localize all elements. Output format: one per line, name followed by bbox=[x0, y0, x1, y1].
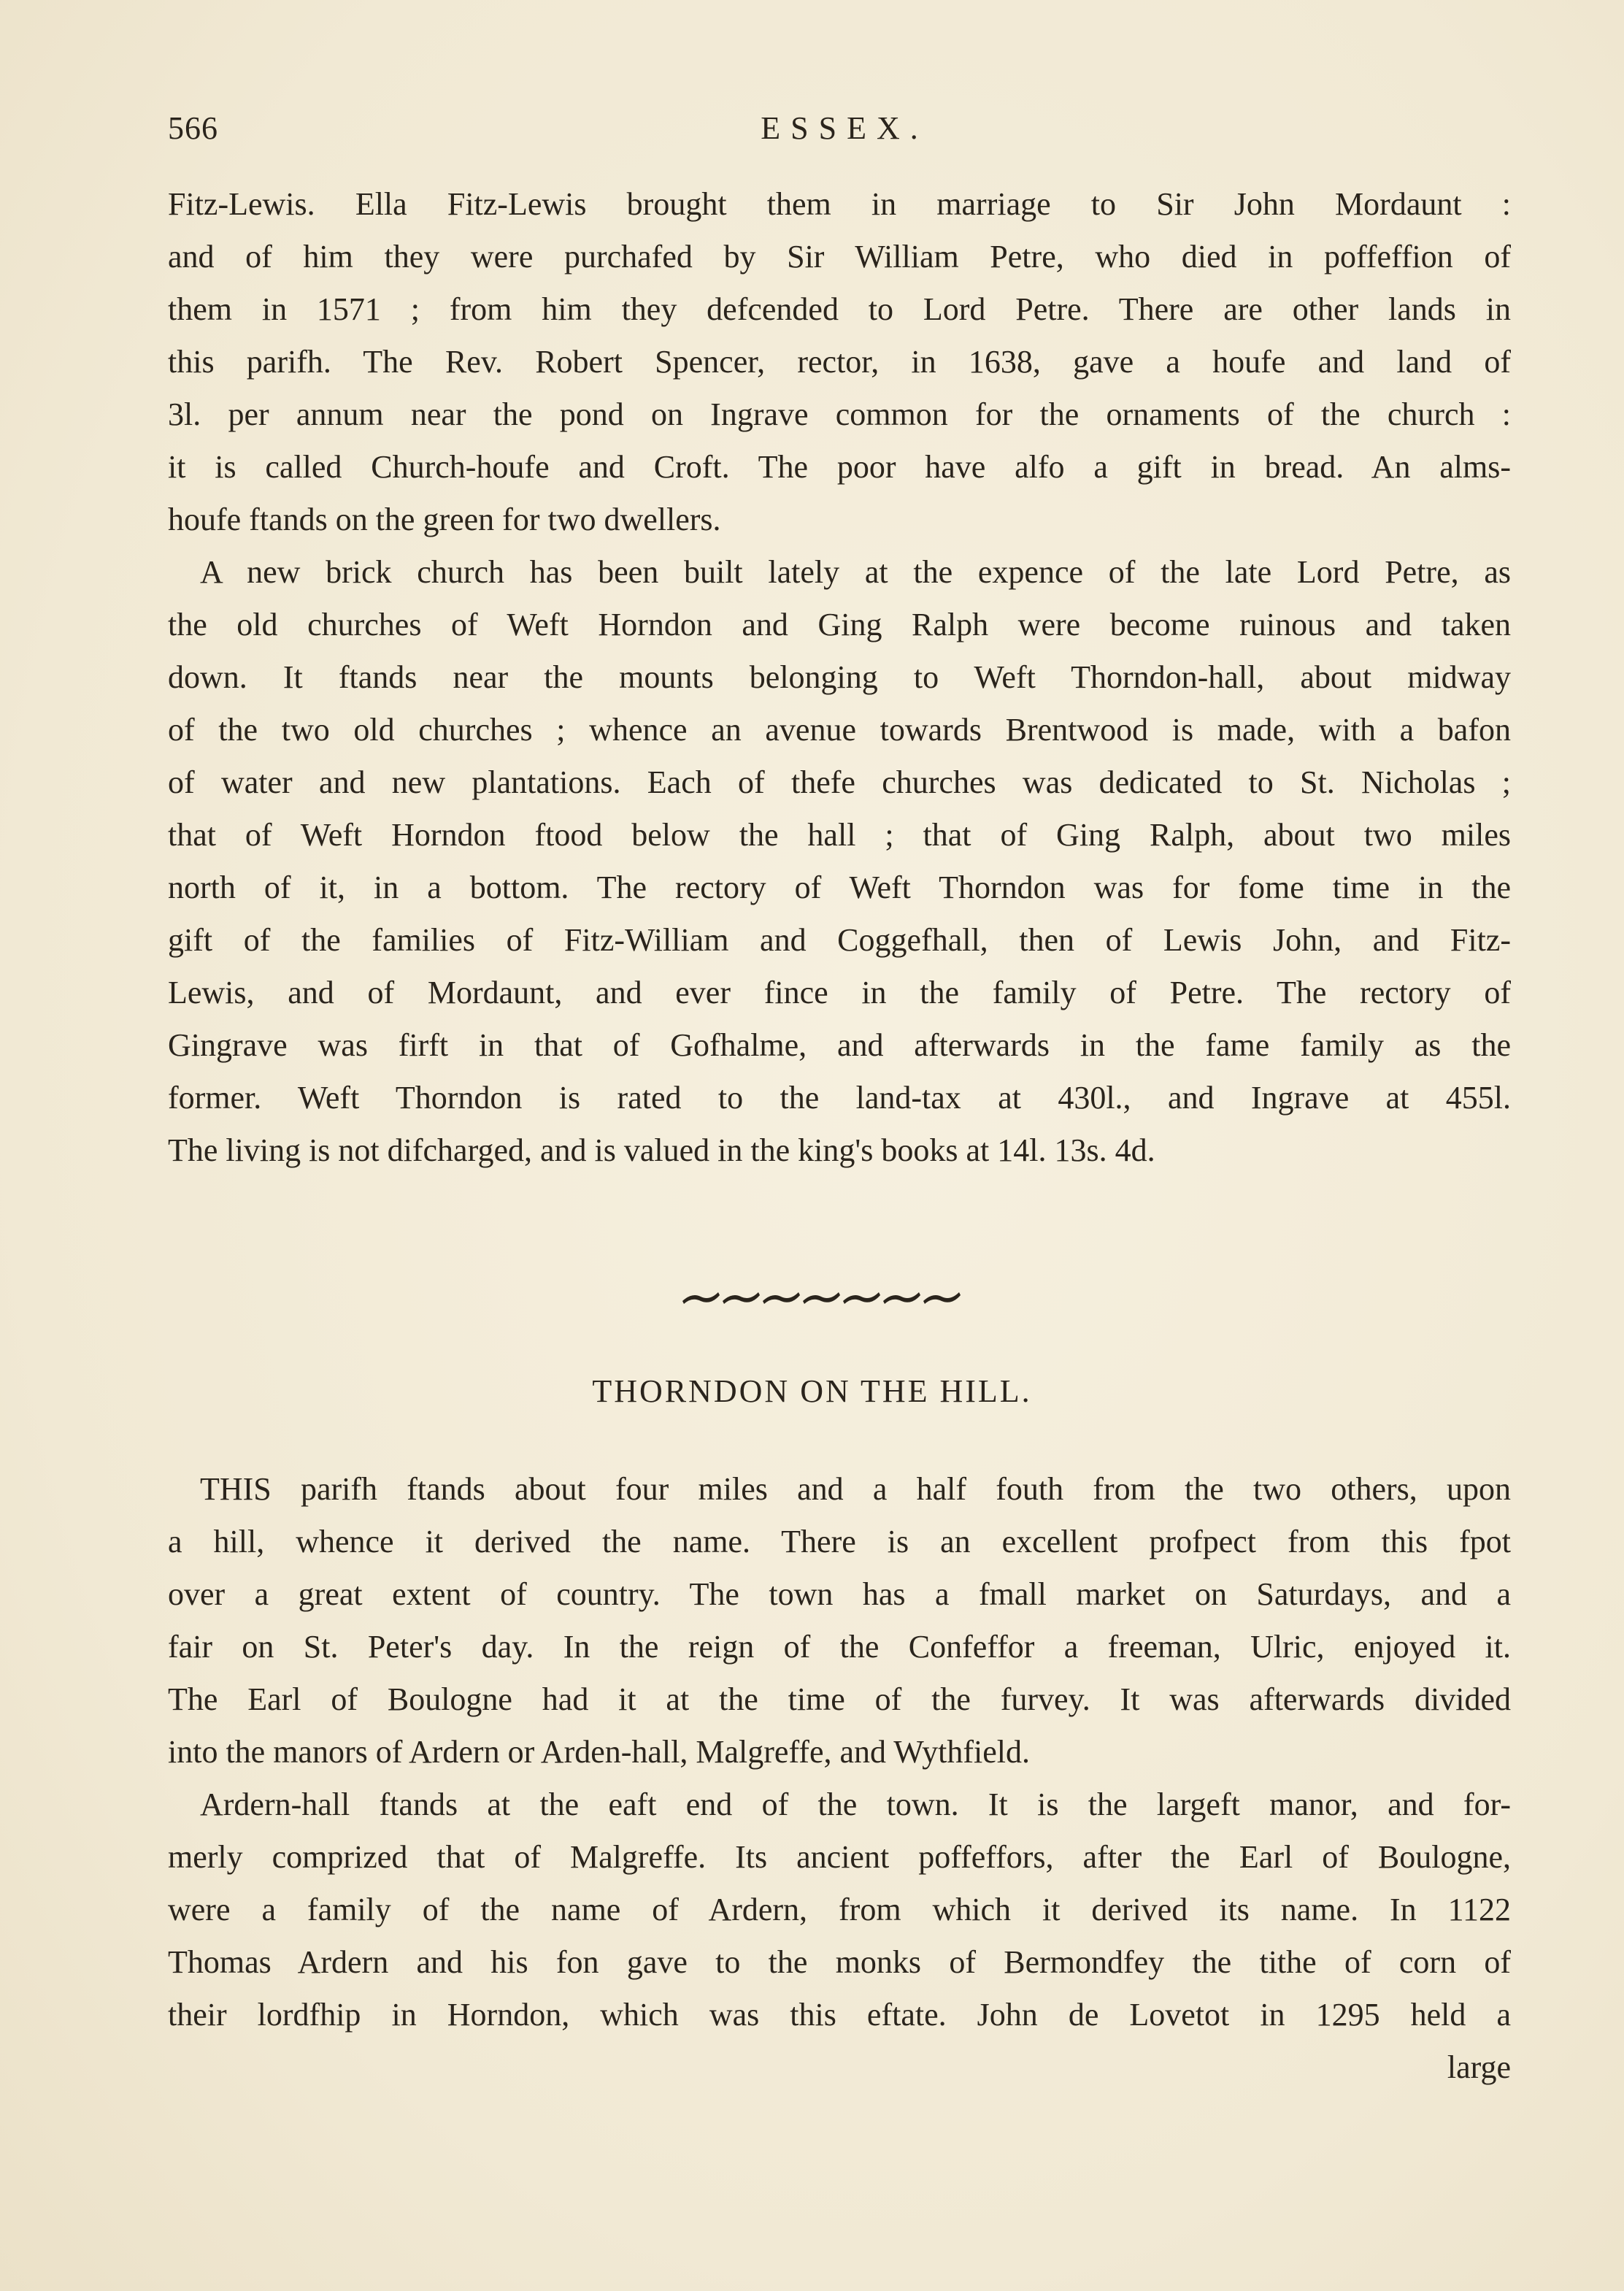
text-line: Lewis, and of Mordaunt, and ever fince in the family of Petre. The rectory of bbox=[168, 975, 1511, 1010]
text-line: merly comprized that of Malgreffe. Its ancient poffeffors, after the Earl of Boulogne, bbox=[168, 1839, 1511, 1875]
text-line: A new brick church has been built lately at the expence of the late Lord Petre, as bbox=[200, 554, 1511, 590]
text-line: Fitz-Lewis. Ella Fitz-Lewis brought them in marriage to Sir John Mordaunt : bbox=[168, 186, 1511, 222]
text-line: 3l. per annum near the pond on Ingrave common for the ornaments of the church : bbox=[168, 396, 1511, 432]
text-line: Thomas Ardern and his fon gave to the monks of Bermondfey the tithe of corn of bbox=[168, 1944, 1511, 1980]
catchword: large bbox=[1447, 2049, 1511, 2085]
page-header bbox=[168, 110, 1511, 153]
text-line: down. It ftands near the mounts belonging to Weft Thorndon-hall, about midway bbox=[168, 659, 1511, 695]
zigzag-ornament-icon bbox=[682, 1292, 961, 1304]
text-line: THIS parifh ftands about four miles and a half fouth from the two others, upon bbox=[200, 1471, 1511, 1507]
text-line: their lordfhip in Horndon, which was this eftate. John de Lovetot in 1295 held a bbox=[168, 1997, 1511, 2033]
text-line: The Earl of Boulogne had it at the time of the furvey. It was afterwards divided bbox=[168, 1681, 1511, 1717]
text-line: Ardern-hall ftands at the eaft end of the town. It is the largeft manor, and for- bbox=[200, 1787, 1511, 1822]
text-line: gift of the families of Fitz-William and Coggefhall, then of Lewis John, and Fitz- bbox=[168, 922, 1511, 958]
text-line: them in 1571 ; from him they defcended to Lord Petre. There are other lands in bbox=[168, 291, 1511, 327]
text-line: former. Weft Thorndon is rated to the land-tax at 430l., and Ingrave at 455l. bbox=[168, 1080, 1511, 1116]
text-line: into the manors of Ardern or Arden-hall, Malgreffe, and Wythfield. bbox=[168, 1734, 1030, 1770]
text-line: the old churches of Weft Horndon and Ging Ralph were become ruinous and taken bbox=[168, 607, 1511, 642]
body-text-block-1 bbox=[168, 178, 1511, 1177]
section-title: THORNDON ON THE HILL. bbox=[592, 1373, 1032, 1409]
text-line: it is called Church-houfe and Croft. The poor have alfo a gift in bread. An alms- bbox=[168, 449, 1511, 485]
text-line: a hill, whence it derived the name. There is an excellent profpect from this fpot bbox=[168, 1524, 1511, 1559]
text-line: that of Weft Horndon ftood below the hall ; that of Ging Ralph, about two miles bbox=[168, 817, 1511, 853]
text-line: houfe ftands on the green for two dwellers. bbox=[168, 502, 721, 537]
text-line: north of it, in a bottom. The rectory of Weft Thorndon was for fome time in the bbox=[168, 870, 1511, 905]
section-divider-ornament bbox=[0, 1286, 1624, 1308]
text-line: this parifh. The Rev. Robert Spencer, rector, in 1638, gave a houfe and land of bbox=[168, 344, 1511, 380]
text-line: and of him they were purchafed by Sir William Petre, who died in poffeffion of bbox=[168, 239, 1511, 275]
page-number: 566 bbox=[168, 110, 218, 146]
text-line: were a family of the name of Ardern, from which it derived its name. In 1122 bbox=[168, 1892, 1511, 1927]
text-line: fair on St. Peter's day. In the reign of the Confeffor a freeman, Ulric, enjoyed it. bbox=[168, 1629, 1511, 1665]
text-line: The living is not difcharged, and is valued in the king's books at 14l. 13s. 4d. bbox=[168, 1132, 1155, 1168]
text-line: of the two old churches ; whence an avenue towards Brentwood is made, with a bafon bbox=[168, 712, 1511, 748]
text-line: Gingrave was firft in that of Gofhalme, and afterwards in the fame family as the bbox=[168, 1027, 1511, 1063]
body-text-block-2 bbox=[168, 1463, 1511, 2094]
text-line: of water and new plantations. Each of thefe churches was dedicated to St. Nicholas ; bbox=[168, 764, 1511, 800]
running-head: ESSEX. bbox=[761, 110, 928, 146]
text-line: over a great extent of country. The town has a fmall market on Saturdays, and a bbox=[168, 1576, 1511, 1612]
